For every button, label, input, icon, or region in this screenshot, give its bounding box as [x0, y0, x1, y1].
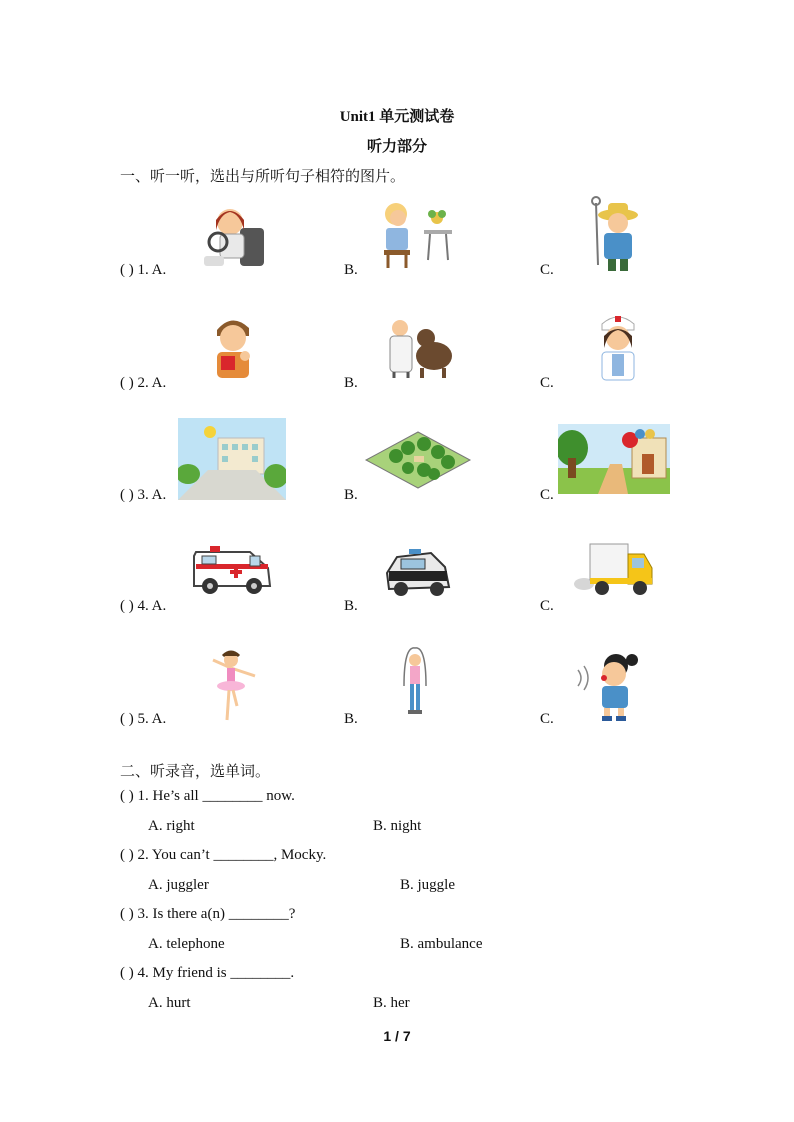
boy-at-table-picture: [380, 198, 455, 270]
option-c-label: C.: [540, 598, 554, 614]
part2-choice-3a: A. telephone: [148, 936, 225, 952]
ambulance-picture: [190, 540, 274, 598]
part2-heading: 二、听录音，选单词。: [120, 764, 271, 780]
farmer-with-tool-picture: [586, 195, 646, 273]
vet-with-dog-picture: [382, 316, 457, 380]
option-c-label: C.: [540, 375, 554, 391]
option-c-label: C.: [540, 262, 554, 278]
part1-heading: 一、听一听，选出与所听句子相符的图片。: [120, 169, 406, 185]
option-b-label: B.: [344, 487, 358, 503]
option-b-label: B.: [344, 262, 358, 278]
part2-choice-3b: B. ambulance: [400, 936, 483, 952]
question-3-label: ( ) 3. A.: [120, 487, 167, 503]
boy-with-book-picture: [205, 312, 260, 382]
police-car-picture: [383, 543, 453, 601]
school-picture: [178, 418, 286, 500]
part2-question-2: ( ) 2. You can’t ________, Mocky.: [120, 847, 327, 863]
part2-choice-1a: A. right: [148, 818, 195, 834]
option-b-label: B.: [344, 598, 358, 614]
truck-picture: [572, 538, 656, 600]
part2-choice-4a: A. hurt: [148, 995, 191, 1011]
option-c-label: C.: [540, 711, 554, 727]
option-c-label: C.: [540, 487, 554, 503]
part2-question-3: ( ) 3. Is there a(n) ________?: [120, 906, 296, 922]
jump-rope-girl-picture: [398, 646, 432, 722]
question-5-label: ( ) 5. A.: [120, 711, 167, 727]
page-number: 1 / 7: [383, 1028, 411, 1044]
option-b-label: B.: [344, 375, 358, 391]
part2-choice-4b: B. her: [373, 995, 410, 1011]
girl-driving-picture: [200, 200, 270, 272]
question-4-label: ( ) 4. A.: [120, 598, 167, 614]
option-b-label: B.: [344, 711, 358, 727]
part2-choice-2b: B. juggle: [400, 877, 455, 893]
part2-question-1: ( ) 1. He’s all ________ now.: [120, 788, 295, 804]
park-picture: [364, 430, 472, 492]
nurse-picture: [596, 310, 640, 382]
question-2-label: ( ) 2. A.: [120, 375, 167, 391]
ballet-dancer-picture: [207, 650, 261, 722]
section-subtitle: 听力部分: [366, 139, 427, 155]
zoo-picture: [558, 424, 670, 494]
page-title: Unit1 单元测试卷: [339, 109, 455, 125]
part2-question-4: ( ) 4. My friend is ________.: [120, 965, 295, 981]
part2-choice-2a: A. juggler: [148, 877, 209, 893]
part2-choice-1b: B. night: [373, 818, 422, 834]
singing-girl-picture: [574, 650, 644, 724]
question-1-label: ( ) 1. A.: [120, 262, 167, 278]
